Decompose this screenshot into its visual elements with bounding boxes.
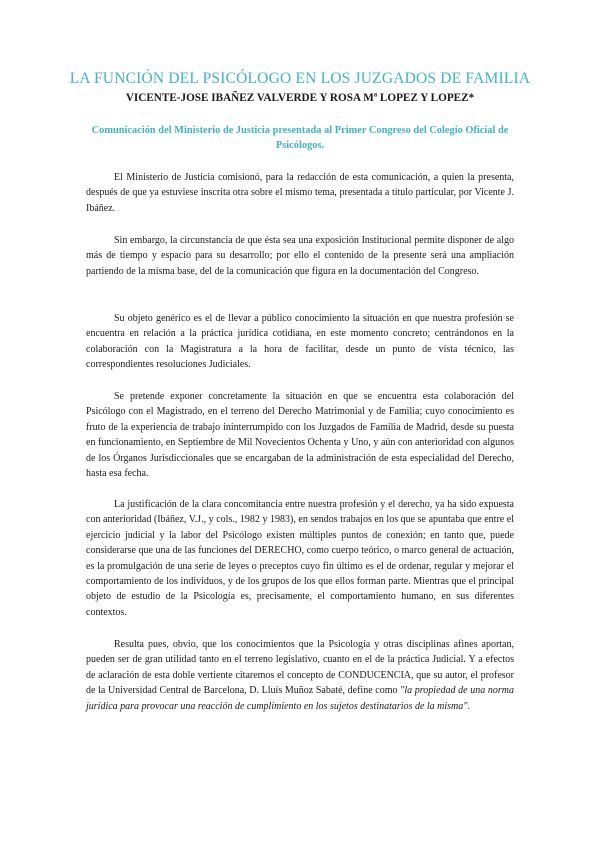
conducencia-quote: "la propiedad de una norma jurídica para provocar una reacción de cumplimiento en los sujetos destinatarios de la misma"	[86, 685, 515, 712]
paragraph-2-text: Sin embargo, la circunstancia de que ésta sea una exposición Institucional permite disponer de algo más de tiempo y espacio para su desarrollo; por ello el contenido de la presente será una ampliación partiendo de la misma base, del de la comunicación que figura en la documentación del Congreso.	[86, 235, 514, 277]
paper-subtitle: Comunicación del Ministerio de Justicia presentada al Primer Congreso del Colegio Oficial de Psicólogos.	[91, 125, 509, 151]
paragraph-3-text: Su objeto genérico es el de llevar a público conocimiento la situación en que nuestra profesión se encuentra en relación a la práctica jurídica cotidiana, en este momento concreto; centrándonos en la colaboración con la Magistratura a la hora de facilitar, desde un punto de vista técnico, las correspondientes resoluciones Judiciales.	[86, 313, 514, 371]
paragraph-4-text: Se pretende exponer concretamente la situación en que se encuentra esta colaboración del Psicólogo con el Magistrado, en el terreno del Derecho Matrimonial y de Familia; cuyo conocimiento es fruto de la experiencia de trabajo ininterrumpido con los Juzgados de Familia de Madrid, desde su puesta en funcionamiento, en Septiembre de Mil Novecientos Ochenta y Uno, y aún con anterioridad con algunos de los Órganos Jurisdiccionales que se encargaban de la administración de esta especialidad del Derecho, hasta esa fecha.	[86, 391, 514, 480]
paragraph-5	[86, 497, 514, 620]
paragraph-4	[86, 389, 514, 481]
paragraph-2	[86, 233, 514, 279]
paragraph-3	[86, 311, 514, 373]
paragraph-1-text: El Ministerio de Justicia comisionó, para la redacción de esta comunicación, a quien la presenta, después de que ya estuviese inscrita otra sobre el mismo tema, presentada a título particular, por Vicente J. Ibáñez.	[86, 172, 514, 214]
paper-authors: VICENTE-JOSE IBAÑEZ VALVERDE Y ROSA Mª LOPEZ Y LOPEZ*	[125, 92, 475, 104]
paragraph-5-text: La justificación de la clara concomitancia entre nuestra profesión y el derecho, ya ha sido expuesta con anterioridad (Ibáñez, V.J., y cols., 1982 y 1983), en sendos trabajos en los que se apuntaba que entre el ejercicio judicial y la labor del Psicólogo existen múltiples puntos de conexión; en tanto que, puede considerarse que una de las funciones del DERECHO, como cuerpo teórico, o marco general de actuación, es la promulgación de una serie de leyes o preceptos cuyo fin último es el de ordenar, regular y mejorar el comportamiento de los individuos, y de los grupos de los que ellos forman parte. Mientras que el principal objeto de estudio de la Psicología es, precisamente, el comportamiento humano, en sus diferentes contextos.	[86, 499, 514, 618]
paragraph-6-text: Resulta pues, obvio, que los conocimientos que la Psicología y otras disciplinas afines aportan, pueden ser de gran utilidad tanto en el terreno legislativo, cuanto en el de la práctica Judicial. Y a efectos de aclaración de esta doble vertiente citaremos el concepto de CONDUCENCIA, que su autor, el profesor de la Universidad Central de Barcelona, D. Lluís Muñoz Sabaté, define como	[86, 639, 514, 697]
paragraph-6	[86, 637, 514, 714]
paragraph-1	[86, 170, 514, 216]
quote-end: .	[467, 700, 470, 712]
paper-title: LA FUNCIÓN DEL PSICÓLOGO EN LOS JUZGADOS DE FAMILIA	[69, 70, 531, 87]
